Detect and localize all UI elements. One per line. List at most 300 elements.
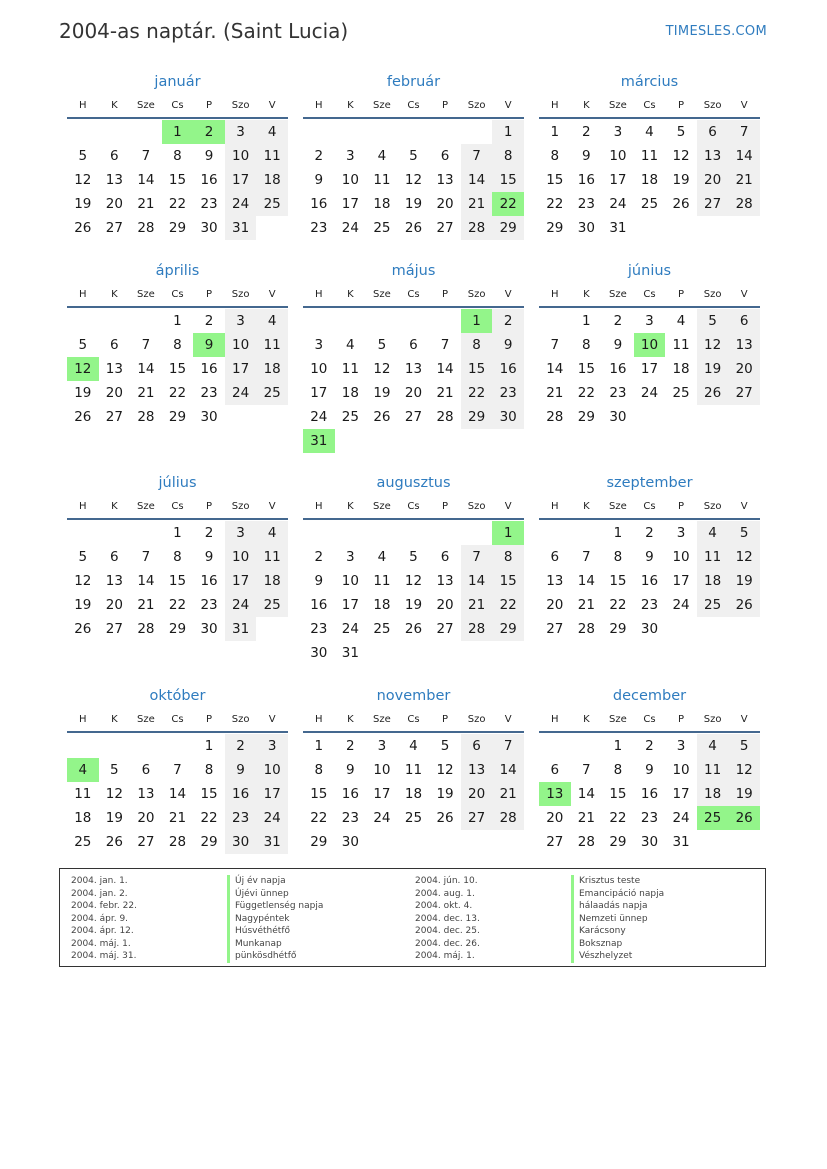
day-cell: 3 [225,120,257,144]
day-cell: 7 [728,120,760,144]
month-name: május [391,263,436,279]
day-cell: 21 [137,597,155,613]
day-cell: 3 [676,525,686,541]
holiday-legend [59,868,766,967]
day-cell: 30 [341,834,359,850]
day-cell: 15 [577,361,595,377]
day-cell: 27 [105,220,123,236]
day-cell: 13 [137,786,155,802]
weekday-label: P [442,500,449,512]
day-cell: 5 [697,309,729,333]
empty-cell [162,734,194,758]
empty-cell [67,309,99,333]
day-cell: 20 [137,810,155,826]
day-cell: 23 [640,597,659,613]
weekday-label: K [347,500,354,512]
day-cell: 23 [310,220,328,236]
day-cell: 17 [225,168,257,192]
weekday-label: V [740,99,748,111]
legend-date: 2004. aug. 1. [415,888,475,899]
day-cell: 31 [225,617,257,641]
day-cell: 10 [341,172,359,188]
weekday-label: K [111,288,118,300]
day-cell: 22 [577,385,595,401]
empty-cell [99,309,131,333]
weekday-label: V [740,288,748,300]
weekday-label: H [551,713,559,725]
day-cell: 26 [672,196,690,212]
day-cell: 10 [341,573,359,589]
day-cell: 2 [225,734,257,758]
day-cell: 16 [609,361,627,377]
day-cell: 2 [314,148,324,164]
day-cell: 7 [582,762,591,778]
day-cell: 17 [225,569,257,593]
day-cell: 8 [613,762,623,778]
month-name: november [376,688,451,704]
day-cell: 10 [310,361,328,377]
day-cell: 11 [672,337,690,353]
day-cell: 3 [645,313,654,329]
holiday-day-cell: 2 [193,120,225,144]
day-cell: 16 [577,172,595,188]
day-cell: 28 [137,621,155,637]
day-cell: 19 [728,782,760,806]
day-cell: 1 [613,525,623,541]
weekday-label: Sze [373,99,391,111]
legend-holiday-name: Újévi ünnep [227,888,323,901]
day-cell: 16 [200,573,218,589]
weekday-header [67,707,288,731]
day-grid [67,308,288,429]
day-cell: 24 [609,196,627,212]
weekday-label: V [504,713,512,725]
holiday-day-cell: 10 [634,333,666,357]
day-cell: 17 [341,196,359,212]
weekday-label: Sze [137,99,155,111]
weekday-label: V [268,713,276,725]
holiday-day-cell: 26 [728,806,760,830]
day-cell: 16 [492,357,524,381]
day-cell: 27 [697,192,729,216]
month-block [303,71,524,240]
weekday-label: P [206,500,213,512]
day-cell: 7 [141,148,151,164]
day-cell: 23 [200,385,218,401]
day-cell: 1 [550,124,560,140]
day-cell: 27 [546,834,564,850]
legend-date: 2004. máj. 1. [71,938,131,949]
day-cell: 15 [200,786,218,802]
day-cell: 24 [256,806,288,830]
day-cell: 13 [105,361,123,377]
day-cell: 26 [404,220,423,236]
day-cell: 29 [310,834,328,850]
day-cell: 26 [74,409,92,425]
day-cell: 4 [256,521,288,545]
day-cell: 20 [436,196,454,212]
day-cell: 12 [74,573,92,589]
weekday-label: H [79,99,87,111]
day-cell: 20 [461,782,493,806]
day-cell: 6 [110,337,119,353]
legend-date: 2004. ápr. 9. [71,913,129,924]
day-cell: 6 [141,762,151,778]
weekday-label: Cs [643,288,656,300]
day-cell: 13 [105,573,123,589]
day-cell: 6 [110,148,119,164]
day-cell: 28 [436,409,454,425]
weekday-label: K [111,713,118,725]
day-cell: 5 [440,738,450,754]
day-cell: 20 [105,196,123,212]
day-cell: 15 [168,172,187,188]
day-cell: 20 [105,385,123,401]
day-cell: 11 [341,361,359,377]
brand-link[interactable]: TIMESLES.COM [665,24,767,39]
day-cell: 30 [609,409,627,425]
day-cell: 4 [409,738,418,754]
day-cell: 28 [461,216,493,240]
weekday-label: V [268,99,276,111]
weekday-label: P [678,99,685,111]
empty-cell [303,521,335,545]
day-cell: 6 [550,762,560,778]
day-cell: 28 [577,834,595,850]
weekday-label: H [79,713,87,725]
month-name: június [627,263,672,279]
weekday-header [67,494,288,518]
day-grid [539,119,760,240]
day-grid [303,308,524,453]
day-cell: 7 [461,144,493,168]
day-cell: 17 [225,357,257,381]
weekday-label: Sze [609,713,627,725]
day-cell: 16 [200,172,218,188]
day-cell: 9 [645,549,654,565]
day-grid [539,520,760,641]
day-cell: 8 [492,545,524,569]
weekday-label: H [79,288,87,300]
weekday-label: P [678,288,685,300]
day-cell: 18 [373,597,391,613]
day-cell: 5 [78,337,88,353]
day-cell: 18 [697,569,729,593]
empty-cell [67,521,99,545]
day-cell: 23 [200,597,218,613]
legend-holiday-name: Emancipáció napja [571,888,664,901]
legend-holiday-name: pünkösdhétfő [227,950,323,963]
day-cell: 24 [225,192,257,216]
day-cell: 19 [672,172,690,188]
day-cell: 24 [672,597,690,613]
day-cell: 29 [546,220,564,236]
day-cell: 6 [110,549,119,565]
month-block [539,260,760,429]
day-cell: 17 [310,385,328,401]
day-cell: 8 [204,762,214,778]
empty-cell [571,734,603,758]
legend-holiday-name: hálaadás napja [571,900,664,913]
day-cell: 13 [697,144,729,168]
month-block [539,685,760,854]
day-cell: 21 [546,385,564,401]
day-cell: 10 [225,333,257,357]
day-cell: 28 [546,409,564,425]
month-name: augusztus [376,475,451,491]
day-cell: 11 [373,573,391,589]
day-cell: 16 [640,573,659,589]
day-cell: 28 [461,617,493,641]
day-cell: 24 [672,810,690,826]
empty-cell [398,120,430,144]
day-cell: 21 [137,385,155,401]
weekday-label: H [551,500,559,512]
legend-names-right [571,875,664,963]
legend-holiday-name: Függetlenség napja [227,900,323,913]
day-cell: 1 [204,738,214,754]
day-cell: 22 [461,381,493,405]
day-cell: 21 [461,593,493,617]
weekday-header [67,93,288,117]
day-cell: 19 [404,597,423,613]
day-cell: 17 [640,361,659,377]
day-cell: 30 [225,830,257,854]
day-cell: 11 [256,545,288,569]
day-grid [67,733,288,854]
month-block [67,260,288,429]
weekday-label: V [268,288,276,300]
legend-date: 2004. jan. 2. [71,888,128,899]
day-cell: 21 [728,168,760,192]
day-cell: 29 [200,834,218,850]
day-cell: 8 [492,144,524,168]
day-cell: 26 [74,621,92,637]
day-cell: 14 [137,361,155,377]
day-cell: 4 [676,313,686,329]
empty-cell [99,734,131,758]
day-cell: 7 [550,337,560,353]
day-cell: 23 [577,196,595,212]
day-cell: 8 [613,549,623,565]
empty-cell [429,120,461,144]
day-grid [67,520,288,641]
empty-cell [335,521,367,545]
legend-date: 2004. dec. 13. [415,913,480,924]
empty-cell [571,521,603,545]
day-cell: 21 [168,810,187,826]
weekday-label: Szo [467,99,486,111]
day-cell: 16 [310,196,328,212]
day-cell: 3 [346,549,355,565]
weekday-label: H [79,500,87,512]
holiday-day-cell: 1 [492,521,524,545]
weekday-label: Szo [703,500,722,512]
day-cell: 29 [609,621,627,637]
day-cell: 3 [676,738,686,754]
day-cell: 2 [645,525,654,541]
day-cell: 10 [609,148,627,164]
empty-cell [366,120,398,144]
day-cell: 28 [137,409,155,425]
empty-cell [461,120,493,144]
day-cell: 14 [137,172,155,188]
day-cell: 6 [728,309,760,333]
day-cell: 7 [440,337,450,353]
month-name: december [612,688,687,704]
day-cell: 5 [728,734,760,758]
day-cell: 9 [204,549,214,565]
day-cell: 30 [200,409,218,425]
legend-holiday-name: Húsvéthétfő [227,925,323,938]
day-cell: 29 [577,409,595,425]
day-cell: 22 [609,597,627,613]
weekday-label: Szo [467,713,486,725]
weekday-label: K [583,500,590,512]
day-cell: 4 [377,148,387,164]
day-cell: 3 [256,734,288,758]
day-cell: 14 [492,758,524,782]
day-cell: 12 [74,172,92,188]
day-cell: 20 [105,597,123,613]
day-cell: 12 [105,786,123,802]
day-cell: 18 [341,385,359,401]
day-cell: 30 [577,220,595,236]
weekday-header [303,707,524,731]
legend-dates-right [415,875,480,963]
day-cell: 13 [728,333,760,357]
day-cell: 19 [74,196,92,212]
day-cell: 19 [105,810,123,826]
weekday-label: V [740,713,748,725]
weekday-label: Cs [171,500,184,512]
day-cell: 18 [256,168,288,192]
day-cell: 18 [404,786,423,802]
day-cell: 22 [200,810,218,826]
day-cell: 22 [168,196,187,212]
day-cell: 18 [74,810,92,826]
weekday-label: V [504,99,512,111]
day-cell: 26 [404,621,423,637]
day-cell: 30 [310,645,328,661]
day-cell: 18 [373,196,391,212]
day-cell: 9 [492,333,524,357]
legend-holiday-name: Nemzeti ünnep [571,913,664,926]
day-cell: 14 [461,569,493,593]
day-cell: 5 [377,337,387,353]
month-block [303,685,524,854]
day-cell: 24 [640,385,659,401]
holiday-day-cell: 22 [492,192,524,216]
day-cell: 28 [492,806,524,830]
day-cell: 6 [550,549,560,565]
weekday-header [539,707,760,731]
weekday-label: Cs [643,99,656,111]
day-cell: 2 [645,738,654,754]
weekday-label: K [111,99,118,111]
day-cell: 8 [461,333,493,357]
day-cell: 21 [577,810,595,826]
weekday-label: H [551,288,559,300]
day-grid [539,308,760,429]
day-cell: 9 [645,762,654,778]
day-cell: 1 [582,313,591,329]
day-cell: 11 [373,172,391,188]
month-block [303,472,524,665]
empty-cell [539,734,571,758]
day-cell: 4 [256,120,288,144]
legend-holiday-name: Karácsony [571,925,664,938]
day-cell: 22 [609,810,627,826]
day-cell: 27 [546,621,564,637]
day-cell: 9 [346,762,355,778]
empty-cell [99,521,131,545]
day-cell: 7 [492,734,524,758]
day-cell: 16 [640,786,659,802]
weekday-label: Cs [407,99,420,111]
day-cell: 26 [105,834,123,850]
weekday-label: H [315,713,323,725]
month-block [303,260,524,453]
day-cell: 11 [256,144,288,168]
legend-date: 2004. máj. 31. [71,951,137,961]
day-cell: 23 [640,810,659,826]
day-cell: 23 [310,621,328,637]
day-cell: 13 [404,361,423,377]
day-cell: 11 [256,333,288,357]
day-cell: 27 [436,621,454,637]
empty-cell [539,521,571,545]
day-cell: 23 [200,196,218,212]
day-cell: 25 [256,593,288,617]
day-cell: 19 [728,569,760,593]
day-cell: 12 [404,172,423,188]
day-cell: 11 [697,545,729,569]
weekday-header [303,93,524,117]
holiday-day-cell: 12 [67,357,99,381]
weekday-label: Szo [231,500,250,512]
month-name: február [386,74,441,90]
day-cell: 12 [373,361,391,377]
day-cell: 25 [697,593,729,617]
day-cell: 20 [728,357,760,381]
day-cell: 5 [676,124,686,140]
weekday-label: Cs [407,500,420,512]
day-cell: 5 [409,148,418,164]
day-cell: 18 [256,357,288,381]
empty-cell [429,521,461,545]
legend-date: 2004. okt. 4. [415,901,473,911]
weekday-label: Sze [373,288,391,300]
weekday-label: Cs [643,713,656,725]
day-cell: 15 [492,569,524,593]
day-cell: 9 [314,172,324,188]
day-cell: 28 [577,621,595,637]
day-cell: 24 [225,593,257,617]
day-cell: 1 [173,313,182,329]
day-cell: 4 [377,549,387,565]
day-cell: 29 [492,216,524,240]
day-cell: 28 [168,834,187,850]
day-cell: 14 [577,573,595,589]
day-cell: 23 [609,385,627,401]
holiday-day-cell: 1 [461,309,493,333]
day-cell: 2 [204,313,214,329]
day-cell: 14 [728,144,760,168]
month-block [67,472,288,641]
weekday-label: H [315,288,323,300]
weekday-label: V [268,500,276,512]
